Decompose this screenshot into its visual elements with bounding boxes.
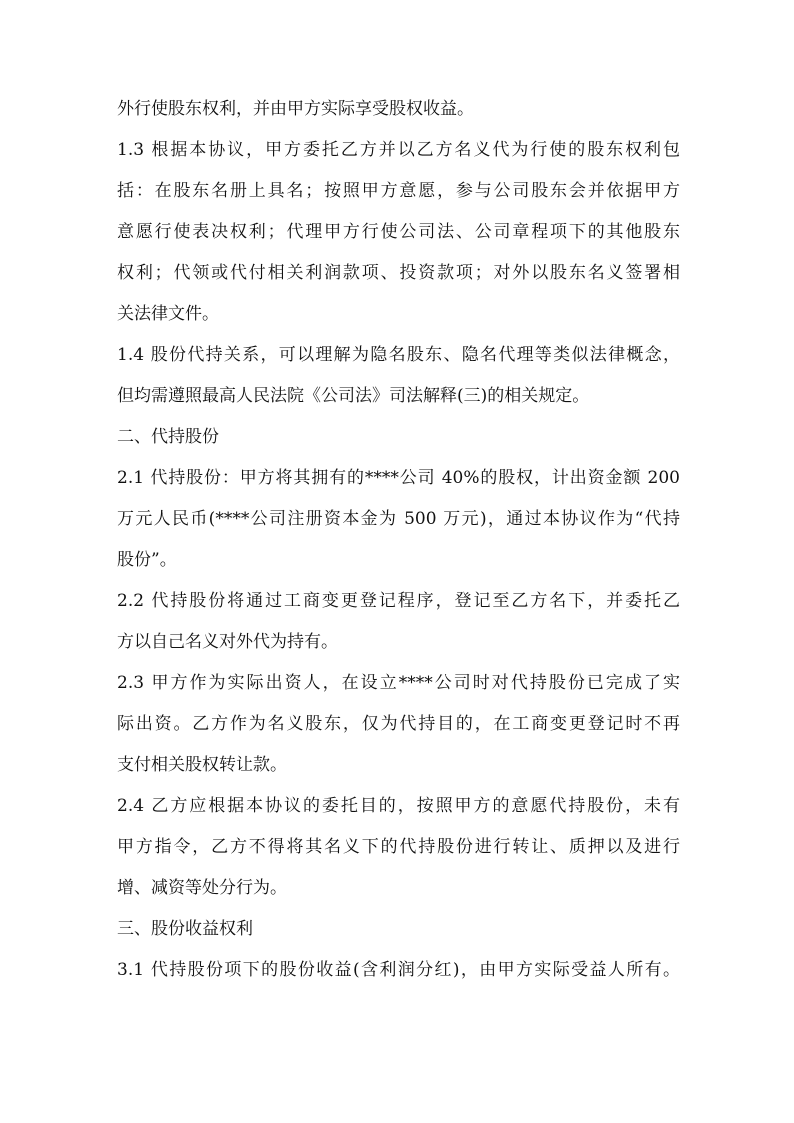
text-line: 3.1 代持股份项下的股份收益(含利润分红)，由甲方实际受益人所有。 xyxy=(117,960,680,980)
text-line: 2.2 代持股份将通过工商变更登记程序，登记至乙方名下，并委托乙 xyxy=(117,591,680,611)
text-line: 支付相关股权转让款。 xyxy=(117,755,287,775)
section-heading: 三、股份收益权利 xyxy=(117,919,253,939)
text-line: 1.4 股份代持关系，可以理解为隐名股东、隐名代理等类似法律概念， xyxy=(117,345,680,365)
text-line: 万元人民币(****公司注册资本金为 500 万元)，通过本协议作为“代持 xyxy=(117,509,680,529)
text-line: 但均需遵照最高人民法院《公司法》司法解释(三)的相关规定。 xyxy=(117,386,590,406)
text-line: 括：在股东名册上具名；按照甲方意愿，参与公司股东会并依据甲方 xyxy=(117,181,680,201)
text-line: 权利；代领或代付相关利润款项、投资款项；对外以股东名义签署相 xyxy=(117,263,680,283)
text-line: 增、减资等处分行为。 xyxy=(117,878,287,898)
text-line: 方以自己名义对外代为持有。 xyxy=(117,632,338,652)
text-line: 际出资。乙方作为名义股东，仅为代持目的，在工商变更登记时不再 xyxy=(117,714,680,734)
text-line: 2.1 代持股份：甲方将其拥有的****公司 40%的股权，计出资金额 200 xyxy=(117,468,680,488)
text-line: 1.3 根据本协议，甲方委托乙方并以乙方名义代为行使的股东权利包 xyxy=(117,140,680,160)
document-body xyxy=(117,94,680,996)
text-line: 意愿行使表决权利；代理甲方行使公司法、公司章程项下的其他股东 xyxy=(117,222,680,242)
section-heading: 二、代持股份 xyxy=(117,427,219,447)
text-line: 2.4 乙方应根据本协议的委托目的，按照甲方的意愿代持股份，未有 xyxy=(117,796,680,816)
text-line: 外行使股东权利，并由甲方实际享受股权收益。 xyxy=(117,99,474,119)
text-line: 甲方指令，乙方不得将其名义下的代持股份进行转让、质押以及进行 xyxy=(117,837,680,857)
text-line: 股份”。 xyxy=(117,550,177,570)
text-line: 关法律文件。 xyxy=(117,304,219,324)
text-line: 2.3 甲方作为实际出资人，在设立****公司时对代持股份已完成了实 xyxy=(117,673,680,693)
